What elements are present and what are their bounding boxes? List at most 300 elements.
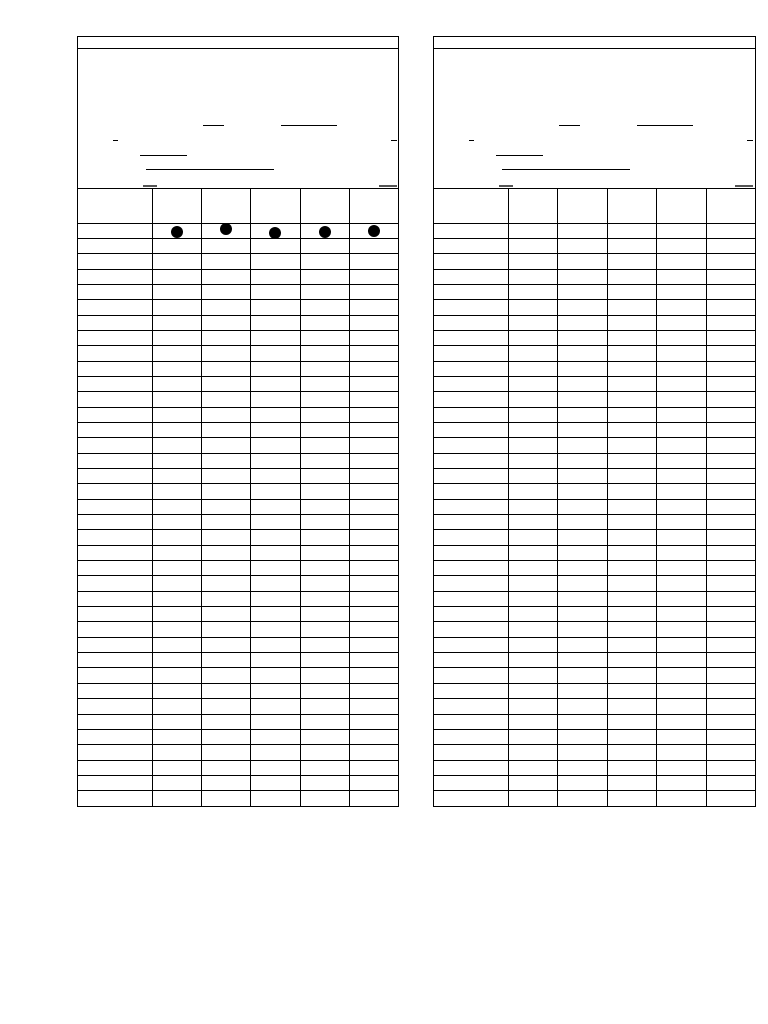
row-label-cell[interactable] [434, 607, 509, 622]
entry-cell[interactable] [251, 284, 300, 299]
row-label-cell[interactable] [434, 300, 509, 315]
entry-cell[interactable] [509, 515, 558, 530]
row-label-cell[interactable] [434, 530, 509, 545]
row-label-cell[interactable] [78, 284, 153, 299]
row-label-cell[interactable] [434, 729, 509, 744]
entry-cell[interactable] [202, 637, 251, 652]
entry-cell[interactable] [607, 791, 656, 806]
entry-cell[interactable] [251, 223, 300, 238]
entry-cell[interactable] [558, 530, 607, 545]
entry-cell[interactable] [300, 238, 349, 253]
entry-cell[interactable] [558, 238, 607, 253]
entry-cell[interactable] [558, 760, 607, 775]
entry-cell[interactable] [558, 668, 607, 683]
entry-cell[interactable] [349, 254, 398, 269]
entry-cell[interactable] [657, 453, 706, 468]
row-label-cell[interactable] [78, 668, 153, 683]
entry-cell[interactable] [349, 392, 398, 407]
entry-cell[interactable] [657, 223, 706, 238]
entry-cell[interactable] [153, 760, 202, 775]
entry-cell[interactable] [202, 745, 251, 760]
entry-cell[interactable] [300, 576, 349, 591]
entry-cell[interactable] [202, 238, 251, 253]
row-label-cell[interactable] [78, 315, 153, 330]
entry-cell[interactable] [607, 254, 656, 269]
entry-cell[interactable] [657, 376, 706, 391]
entry-cell[interactable] [657, 469, 706, 484]
entry-cell[interactable] [251, 407, 300, 422]
entry-cell[interactable] [509, 637, 558, 652]
entry-cell[interactable] [349, 607, 398, 622]
entry-cell[interactable] [153, 300, 202, 315]
entry-cell[interactable] [607, 469, 656, 484]
entry-cell[interactable] [558, 269, 607, 284]
row-label-cell[interactable] [434, 254, 509, 269]
entry-cell[interactable] [251, 545, 300, 560]
entry-cell[interactable] [349, 361, 398, 376]
entry-cell[interactable] [153, 422, 202, 437]
entry-cell[interactable] [509, 346, 558, 361]
entry-cell[interactable] [509, 269, 558, 284]
entry-cell[interactable] [657, 361, 706, 376]
entry-cell[interactable] [607, 729, 656, 744]
entry-cell[interactable] [251, 791, 300, 806]
entry-cell[interactable] [300, 530, 349, 545]
entry-cell[interactable] [251, 745, 300, 760]
entry-cell[interactable] [706, 376, 755, 391]
entry-cell[interactable] [607, 269, 656, 284]
row-label-cell[interactable] [78, 392, 153, 407]
entry-cell[interactable] [706, 453, 755, 468]
entry-cell[interactable] [706, 469, 755, 484]
entry-cell[interactable] [300, 591, 349, 606]
entry-cell[interactable] [251, 668, 300, 683]
row-label-cell[interactable] [78, 791, 153, 806]
row-label-cell[interactable] [434, 407, 509, 422]
entry-cell[interactable] [300, 515, 349, 530]
row-label-cell[interactable] [434, 438, 509, 453]
entry-cell[interactable] [509, 392, 558, 407]
row-label-cell[interactable] [434, 223, 509, 238]
entry-cell[interactable] [153, 269, 202, 284]
entry-cell[interactable] [706, 407, 755, 422]
entry-cell[interactable] [153, 346, 202, 361]
entry-cell[interactable] [300, 438, 349, 453]
entry-cell[interactable] [251, 376, 300, 391]
entry-cell[interactable] [558, 622, 607, 637]
entry-cell[interactable] [300, 284, 349, 299]
row-label-cell[interactable] [78, 254, 153, 269]
entry-cell[interactable] [349, 484, 398, 499]
entry-cell[interactable] [300, 315, 349, 330]
entry-cell[interactable] [706, 729, 755, 744]
entry-cell[interactable] [558, 561, 607, 576]
entry-cell[interactable] [349, 729, 398, 744]
entry-cell[interactable] [153, 653, 202, 668]
entry-cell[interactable] [706, 422, 755, 437]
entry-cell[interactable] [300, 607, 349, 622]
entry-cell[interactable] [300, 453, 349, 468]
entry-cell[interactable] [251, 330, 300, 345]
entry-cell[interactable] [300, 254, 349, 269]
entry-cell[interactable] [349, 622, 398, 637]
entry-cell[interactable] [251, 699, 300, 714]
entry-cell[interactable] [706, 438, 755, 453]
entry-cell[interactable] [509, 653, 558, 668]
entry-cell[interactable] [607, 300, 656, 315]
entry-cell[interactable] [153, 668, 202, 683]
entry-cell[interactable] [349, 714, 398, 729]
entry-cell[interactable] [607, 714, 656, 729]
entry-cell[interactable] [706, 622, 755, 637]
entry-cell[interactable] [202, 729, 251, 744]
entry-cell[interactable] [558, 422, 607, 437]
entry-cell[interactable] [509, 422, 558, 437]
entry-cell[interactable] [706, 760, 755, 775]
entry-cell[interactable] [202, 254, 251, 269]
row-label-cell[interactable] [434, 315, 509, 330]
blank-line[interactable] [203, 125, 224, 126]
entry-cell[interactable] [349, 545, 398, 560]
entry-cell[interactable] [251, 530, 300, 545]
entry-cell[interactable] [153, 330, 202, 345]
entry-cell[interactable] [349, 745, 398, 760]
row-label-cell[interactable] [434, 668, 509, 683]
entry-cell[interactable] [607, 438, 656, 453]
entry-cell[interactable] [657, 269, 706, 284]
entry-cell[interactable] [558, 653, 607, 668]
row-label-cell[interactable] [78, 407, 153, 422]
entry-cell[interactable] [202, 653, 251, 668]
entry-cell[interactable] [153, 392, 202, 407]
entry-cell[interactable] [300, 653, 349, 668]
entry-cell[interactable] [153, 484, 202, 499]
row-label-cell[interactable] [78, 223, 153, 238]
entry-cell[interactable] [509, 254, 558, 269]
entry-cell[interactable] [607, 223, 656, 238]
entry-cell[interactable] [349, 269, 398, 284]
entry-cell[interactable] [153, 254, 202, 269]
entry-cell[interactable] [300, 622, 349, 637]
entry-cell[interactable] [300, 791, 349, 806]
entry-cell[interactable] [657, 407, 706, 422]
entry-cell[interactable] [657, 238, 706, 253]
entry-cell[interactable] [349, 576, 398, 591]
entry-cell[interactable] [251, 515, 300, 530]
entry-cell[interactable] [300, 361, 349, 376]
entry-cell[interactable] [657, 760, 706, 775]
entry-cell[interactable] [153, 453, 202, 468]
entry-cell[interactable] [300, 484, 349, 499]
entry-cell[interactable] [251, 561, 300, 576]
entry-cell[interactable] [558, 714, 607, 729]
row-label-cell[interactable] [78, 545, 153, 560]
row-label-cell[interactable] [78, 622, 153, 637]
entry-cell[interactable] [300, 745, 349, 760]
entry-cell[interactable] [607, 622, 656, 637]
entry-cell[interactable] [509, 315, 558, 330]
entry-cell[interactable] [509, 330, 558, 345]
row-label-cell[interactable] [434, 545, 509, 560]
entry-cell[interactable] [607, 407, 656, 422]
entry-cell[interactable] [202, 530, 251, 545]
entry-cell[interactable] [202, 407, 251, 422]
entry-cell[interactable] [153, 469, 202, 484]
entry-cell[interactable] [349, 561, 398, 576]
entry-cell[interactable] [153, 361, 202, 376]
entry-cell[interactable] [202, 484, 251, 499]
entry-cell[interactable] [349, 300, 398, 315]
entry-cell[interactable] [300, 330, 349, 345]
entry-cell[interactable] [657, 346, 706, 361]
entry-cell[interactable] [153, 376, 202, 391]
entry-cell[interactable] [202, 315, 251, 330]
entry-cell[interactable] [509, 530, 558, 545]
entry-cell[interactable] [657, 530, 706, 545]
blank-line[interactable] [747, 140, 753, 141]
entry-cell[interactable] [706, 484, 755, 499]
entry-cell[interactable] [251, 499, 300, 514]
row-label-cell[interactable] [78, 714, 153, 729]
entry-cell[interactable] [558, 376, 607, 391]
entry-cell[interactable] [558, 515, 607, 530]
row-label-cell[interactable] [434, 238, 509, 253]
entry-cell[interactable] [509, 499, 558, 514]
entry-cell[interactable] [706, 699, 755, 714]
entry-cell[interactable] [300, 376, 349, 391]
row-label-cell[interactable] [78, 530, 153, 545]
entry-cell[interactable] [657, 300, 706, 315]
entry-cell[interactable] [153, 683, 202, 698]
entry-cell[interactable] [706, 637, 755, 652]
entry-cell[interactable] [202, 469, 251, 484]
entry-cell[interactable] [607, 576, 656, 591]
row-label-cell[interactable] [434, 622, 509, 637]
entry-cell[interactable] [509, 300, 558, 315]
entry-cell[interactable] [509, 729, 558, 744]
entry-cell[interactable] [607, 653, 656, 668]
entry-cell[interactable] [558, 484, 607, 499]
entry-cell[interactable] [657, 729, 706, 744]
entry-cell[interactable] [706, 330, 755, 345]
entry-cell[interactable] [706, 576, 755, 591]
entry-cell[interactable] [607, 530, 656, 545]
row-label-cell[interactable] [78, 361, 153, 376]
entry-cell[interactable] [349, 530, 398, 545]
entry-cell[interactable] [153, 714, 202, 729]
entry-cell[interactable] [509, 591, 558, 606]
entry-cell[interactable] [300, 683, 349, 698]
entry-cell[interactable] [349, 791, 398, 806]
entry-cell[interactable] [251, 392, 300, 407]
entry-cell[interactable] [202, 791, 251, 806]
entry-cell[interactable] [202, 346, 251, 361]
entry-cell[interactable] [251, 714, 300, 729]
entry-cell[interactable] [558, 407, 607, 422]
row-label-cell[interactable] [434, 469, 509, 484]
entry-cell[interactable] [202, 361, 251, 376]
entry-cell[interactable] [251, 653, 300, 668]
entry-cell[interactable] [300, 392, 349, 407]
entry-cell[interactable] [300, 469, 349, 484]
row-label-cell[interactable] [434, 284, 509, 299]
row-label-cell[interactable] [78, 561, 153, 576]
entry-cell[interactable] [300, 637, 349, 652]
row-label-cell[interactable] [78, 515, 153, 530]
entry-cell[interactable] [706, 714, 755, 729]
entry-cell[interactable] [202, 561, 251, 576]
entry-cell[interactable] [153, 515, 202, 530]
entry-cell[interactable] [251, 238, 300, 253]
entry-cell[interactable] [251, 729, 300, 744]
entry-cell[interactable] [657, 315, 706, 330]
entry-cell[interactable] [706, 775, 755, 790]
entry-cell[interactable] [153, 775, 202, 790]
row-label-cell[interactable] [78, 653, 153, 668]
entry-cell[interactable] [251, 576, 300, 591]
entry-cell[interactable] [706, 668, 755, 683]
entry-cell[interactable] [300, 729, 349, 744]
entry-cell[interactable] [558, 607, 607, 622]
entry-cell[interactable] [202, 422, 251, 437]
entry-cell[interactable] [251, 760, 300, 775]
entry-cell[interactable] [202, 499, 251, 514]
row-label-cell[interactable] [434, 699, 509, 714]
entry-cell[interactable] [509, 668, 558, 683]
row-label-cell[interactable] [78, 422, 153, 437]
entry-cell[interactable] [251, 622, 300, 637]
entry-cell[interactable] [153, 607, 202, 622]
blank-line[interactable] [735, 185, 753, 187]
entry-cell[interactable] [349, 683, 398, 698]
entry-cell[interactable] [607, 745, 656, 760]
entry-cell[interactable] [300, 699, 349, 714]
entry-cell[interactable] [706, 515, 755, 530]
row-label-cell[interactable] [434, 791, 509, 806]
entry-cell[interactable] [509, 284, 558, 299]
blank-line[interactable] [146, 169, 274, 170]
entry-cell[interactable] [607, 392, 656, 407]
entry-cell[interactable] [349, 422, 398, 437]
entry-cell[interactable] [558, 315, 607, 330]
entry-cell[interactable] [349, 346, 398, 361]
blank-line[interactable] [143, 185, 157, 187]
entry-cell[interactable] [607, 484, 656, 499]
entry-cell[interactable] [300, 545, 349, 560]
entry-cell[interactable] [657, 438, 706, 453]
entry-cell[interactable] [202, 438, 251, 453]
entry-cell[interactable] [251, 453, 300, 468]
row-label-cell[interactable] [78, 607, 153, 622]
entry-cell[interactable] [251, 469, 300, 484]
entry-cell[interactable] [706, 791, 755, 806]
entry-cell[interactable] [657, 330, 706, 345]
entry-cell[interactable] [300, 499, 349, 514]
entry-cell[interactable] [657, 745, 706, 760]
entry-cell[interactable] [202, 269, 251, 284]
entry-cell[interactable] [558, 499, 607, 514]
blank-line[interactable] [559, 125, 580, 126]
entry-cell[interactable] [558, 453, 607, 468]
entry-cell[interactable] [300, 223, 349, 238]
entry-cell[interactable] [509, 561, 558, 576]
entry-cell[interactable] [251, 300, 300, 315]
blank-line[interactable] [379, 185, 397, 187]
entry-cell[interactable] [706, 607, 755, 622]
entry-cell[interactable] [509, 622, 558, 637]
entry-cell[interactable] [153, 699, 202, 714]
entry-cell[interactable] [607, 499, 656, 514]
entry-cell[interactable] [251, 591, 300, 606]
row-label-cell[interactable] [78, 346, 153, 361]
entry-cell[interactable] [558, 637, 607, 652]
row-label-cell[interactable] [434, 714, 509, 729]
entry-cell[interactable] [657, 284, 706, 299]
row-label-cell[interactable] [78, 745, 153, 760]
row-label-cell[interactable] [434, 576, 509, 591]
entry-cell[interactable] [300, 407, 349, 422]
entry-cell[interactable] [300, 714, 349, 729]
entry-cell[interactable] [251, 775, 300, 790]
entry-cell[interactable] [607, 315, 656, 330]
entry-cell[interactable] [706, 392, 755, 407]
entry-cell[interactable] [202, 376, 251, 391]
entry-cell[interactable] [558, 791, 607, 806]
entry-cell[interactable] [251, 361, 300, 376]
entry-cell[interactable] [202, 284, 251, 299]
entry-cell[interactable] [657, 561, 706, 576]
entry-cell[interactable] [349, 775, 398, 790]
entry-cell[interactable] [202, 515, 251, 530]
blank-line[interactable] [281, 125, 337, 126]
entry-cell[interactable] [607, 515, 656, 530]
entry-cell[interactable] [509, 438, 558, 453]
entry-cell[interactable] [349, 515, 398, 530]
row-label-cell[interactable] [78, 300, 153, 315]
entry-cell[interactable] [657, 576, 706, 591]
entry-cell[interactable] [153, 530, 202, 545]
entry-cell[interactable] [558, 745, 607, 760]
entry-cell[interactable] [607, 775, 656, 790]
entry-cell[interactable] [153, 499, 202, 514]
entry-cell[interactable] [300, 422, 349, 437]
entry-cell[interactable] [349, 699, 398, 714]
entry-cell[interactable] [202, 760, 251, 775]
entry-cell[interactable] [607, 683, 656, 698]
blank-line[interactable] [469, 140, 474, 141]
entry-cell[interactable] [202, 223, 251, 238]
entry-cell[interactable] [300, 668, 349, 683]
entry-cell[interactable] [706, 346, 755, 361]
entry-cell[interactable] [706, 254, 755, 269]
entry-cell[interactable] [657, 714, 706, 729]
entry-cell[interactable] [509, 714, 558, 729]
entry-cell[interactable] [607, 238, 656, 253]
entry-cell[interactable] [251, 269, 300, 284]
entry-cell[interactable] [153, 545, 202, 560]
blank-line[interactable] [502, 169, 630, 170]
entry-cell[interactable] [202, 591, 251, 606]
entry-cell[interactable] [509, 683, 558, 698]
entry-cell[interactable] [349, 284, 398, 299]
row-label-cell[interactable] [434, 775, 509, 790]
entry-cell[interactable] [558, 330, 607, 345]
row-label-cell[interactable] [78, 576, 153, 591]
entry-cell[interactable] [657, 637, 706, 652]
entry-cell[interactable] [706, 683, 755, 698]
entry-cell[interactable] [349, 315, 398, 330]
entry-cell[interactable] [202, 300, 251, 315]
